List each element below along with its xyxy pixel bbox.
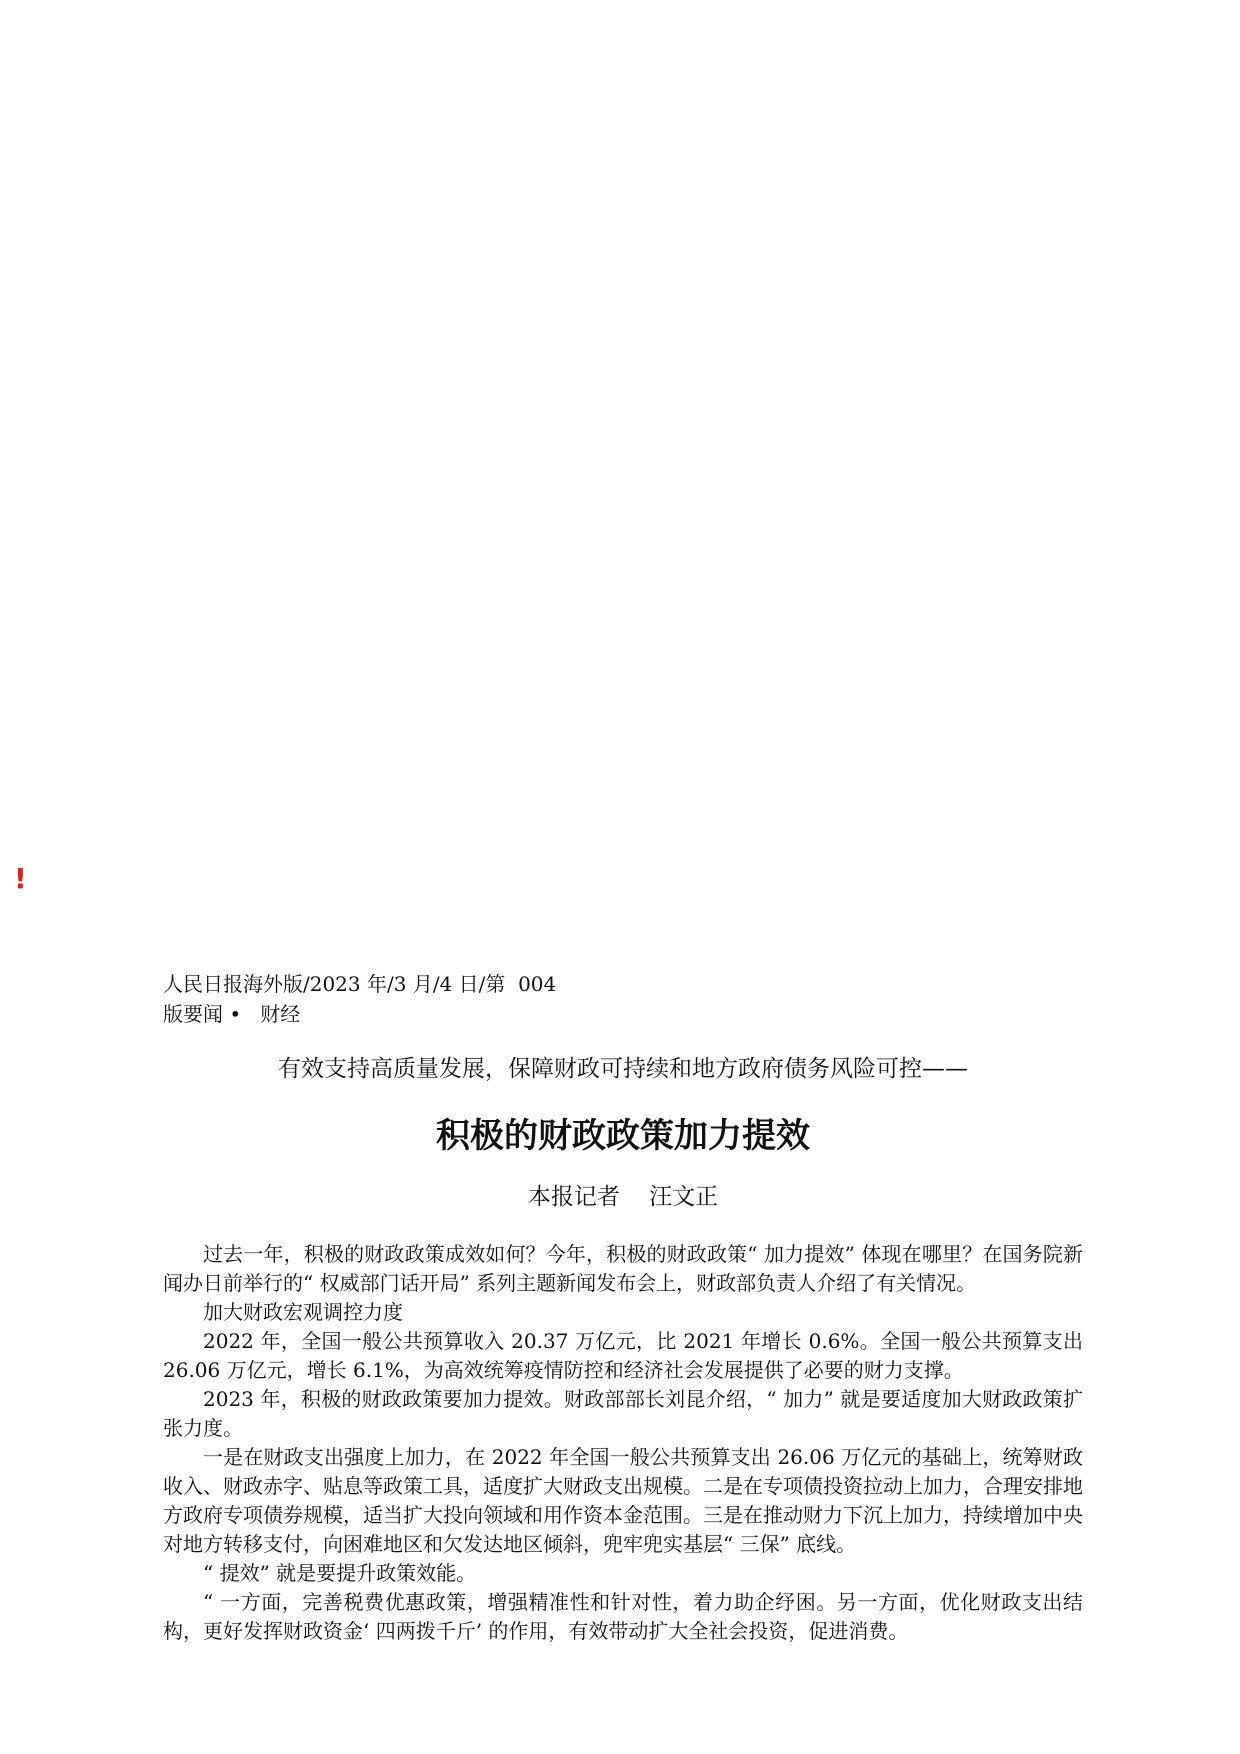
subheadline: 有效支持高质量发展，保障财政可持续和地方政府债务风险可控—— [278, 1056, 968, 1082]
page-title: 积极的财政政策加力提效 [436, 1116, 810, 1156]
source-line-1: 人民日报海外版/2023 年/3 月/4 日/第 004 [163, 972, 557, 996]
paragraph: 2023 年，积极的财政政策要加力提效。财政部部长刘昆介绍，“ 加力” 就是要适度加大财政政策扩张力度。 [163, 1387, 1083, 1440]
source-line-2: 版要闻 • 财经 [163, 1002, 301, 1026]
source-info [163, 969, 556, 1029]
byline: 本报记者 汪文正 [527, 1184, 719, 1210]
article-body [163, 1240, 1083, 1646]
section-heading: 加大财政宏观调控力度 [203, 1300, 403, 1324]
paragraph: 一是在财政支出强度上加力，在 2022 年全国一般公共预算支出 26.06 万亿元的基础上，统筹财政收入、财政赤字、贴息等政策工具，适度扩大财政支出规模。二是在专项债投资拉动上加力，合理安排地方政府专项债券规模，适当扩大投向领域和用作资本金范围。三是在推动财力下沉上加力，持续增加中央对地方转移支付，向困难地区和欠发达地区倾斜，兜牢兜实基层“ 三保” 底线。 [163, 1445, 1083, 1556]
paragraph: “ 一方面，完善税费优惠政策，增强精准性和针对性，着力助企纾困。另一方面，优化财政支出结构，更好发挥财政资金‘ 四两拨千斤’ 的作用，有效带动扩大全社会投资，促进消费。 [163, 1590, 1083, 1643]
paragraph: 2022 年，全国一般公共预算收入 20.37 万亿元，比 2021 年增长 0.6%。全国一般公共预算支出 26.06 万亿元，增长 6.1%，为高效统筹疫情防控和经济社会发展提供了必要的财力支撑。 [163, 1329, 1083, 1382]
paragraph-intro: 过去一年，积极的财政政策成效如何？今年，积极的财政政策“ 加力提效” 体现在哪里？在国务院新闻办日前举行的“ 权威部门话开局” 系列主题新闻发布会上，财政部负责人介绍了有关情况。 [163, 1242, 1083, 1295]
paragraph: “ 提效” 就是要提升政策效能。 [203, 1561, 477, 1585]
warning-mark: ! [14, 862, 27, 895]
